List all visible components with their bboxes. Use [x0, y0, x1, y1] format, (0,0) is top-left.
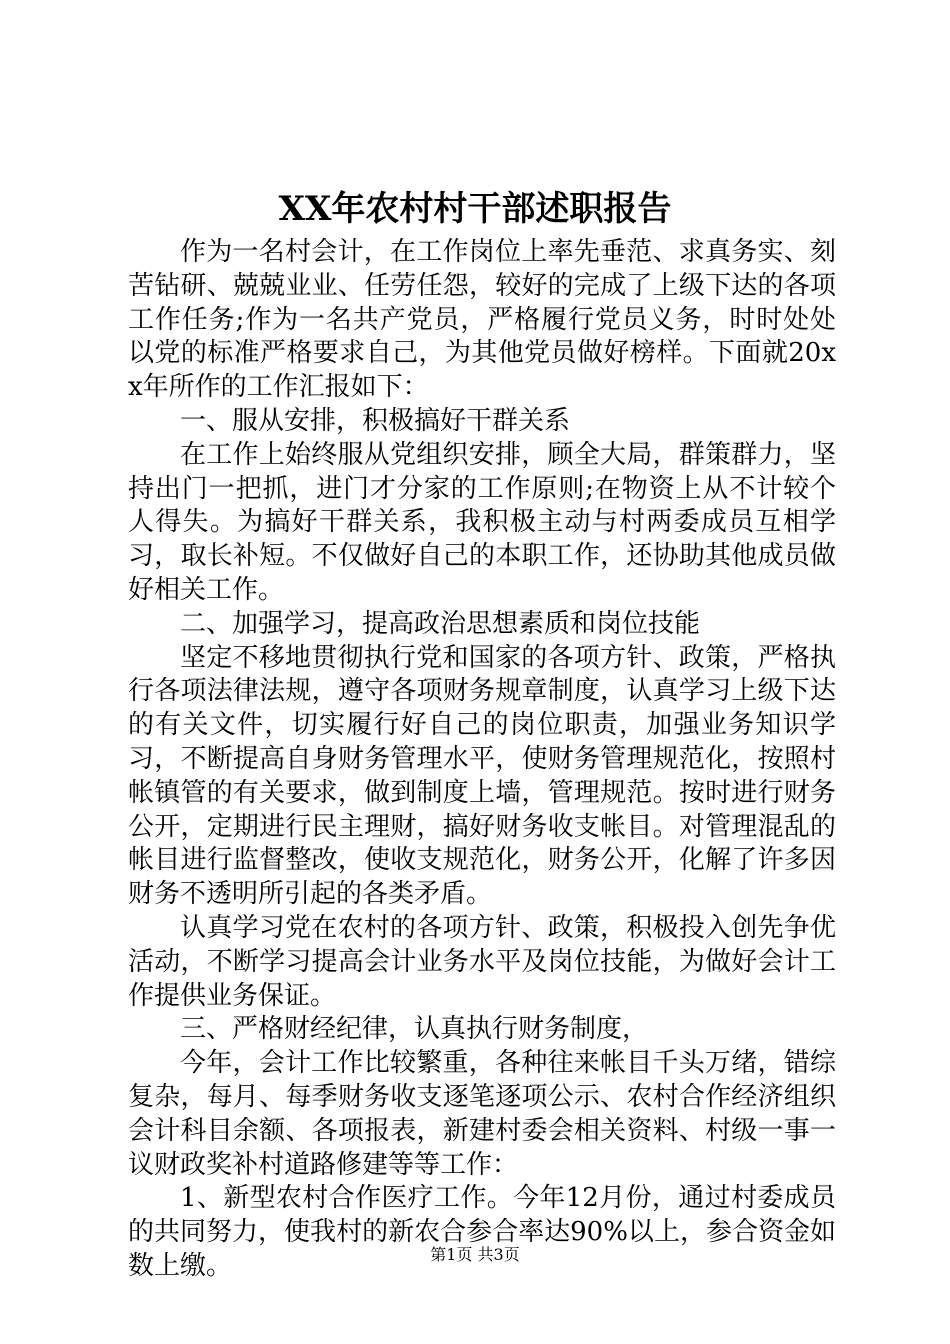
paragraph-intro: 作为一名村会计，在工作岗位上率先垂范、求真务实、刻苦钻研、兢兢业业、任劳任怨，较好的完成了上级下达的各项工作任务;作为一名共产党员，严格履行党员义务，时时处处以党的标准严格要求自己，为其他党员做好榜样。下面就20xx年所作的工作汇报如下： — [128, 237, 836, 403]
section-heading-2: 二、加强学习，提高政治思想素质和岗位技能 — [180, 608, 701, 639]
paragraph-section-1: 在工作上始终服从党组织安排，顾全大局，群策群力，坚持出门一把抓，进门才分家的工作原则;在物资上从不计较个人得失。为搞好干群关系，我积极主动与村两委成员互相学习，取长补短。不仅做好自己的本职工作，还协助其他成员做好相关工作。 — [128, 439, 836, 605]
paragraph-section-3: 今年，会计工作比较繁重，各种往来帐目千头万绪，错综复杂，每月、每季财务收支逐笔逐项公示、农村合作经济组织会计科目余额、各项报表，新建村委会相关资料、村级一事一议财政奖补村道路修建等等工作： — [128, 1048, 836, 1180]
paragraph-item-1: 1、新型农村合作医疗工作。今年12月份，通过村委成员的共同努力，使我村的新农合参合率达90%以上，参合资金如数上缴。 — [128, 1183, 836, 1281]
page-title: XX年农村村干部述职报告 — [278, 189, 672, 229]
paragraph-section-2b: 认真学习党在农村的各项方针、政策，积极投入创先争优活动，不断学习提高会计业务水平及岗位技能，为做好会计工作提供业务保证。 — [128, 912, 836, 1011]
paragraph-section-2a: 坚定不移地贯彻执行党和国家的各项方针、政策，严格执行各项法律法规，遵守各项财务规章制度，认真学习上级下达的有关文件，切实履行好自己的岗位职责，加强业务知识学习，不断提高自身财务管理水平，使财务管理规范化，按照村帐镇管的有关要求，做到制度上墙，管理规范。按时进行财务公开，定期进行民主理财，搞好财务收支帐目。对管理混乱的帐目进行监督整改，使收支规范化，财务公开，化解了许多因财务不透明所引起的各类矛盾。 — [128, 642, 836, 910]
section-heading-3: 三、严格财经纪律，认真执行财务制度， — [180, 1014, 649, 1045]
section-heading-1: 一、服从安排，积极搞好干群关系 — [180, 405, 571, 436]
page-number-footer: 第1页 共3页 — [430, 1245, 520, 1264]
document-body — [128, 236, 836, 1284]
